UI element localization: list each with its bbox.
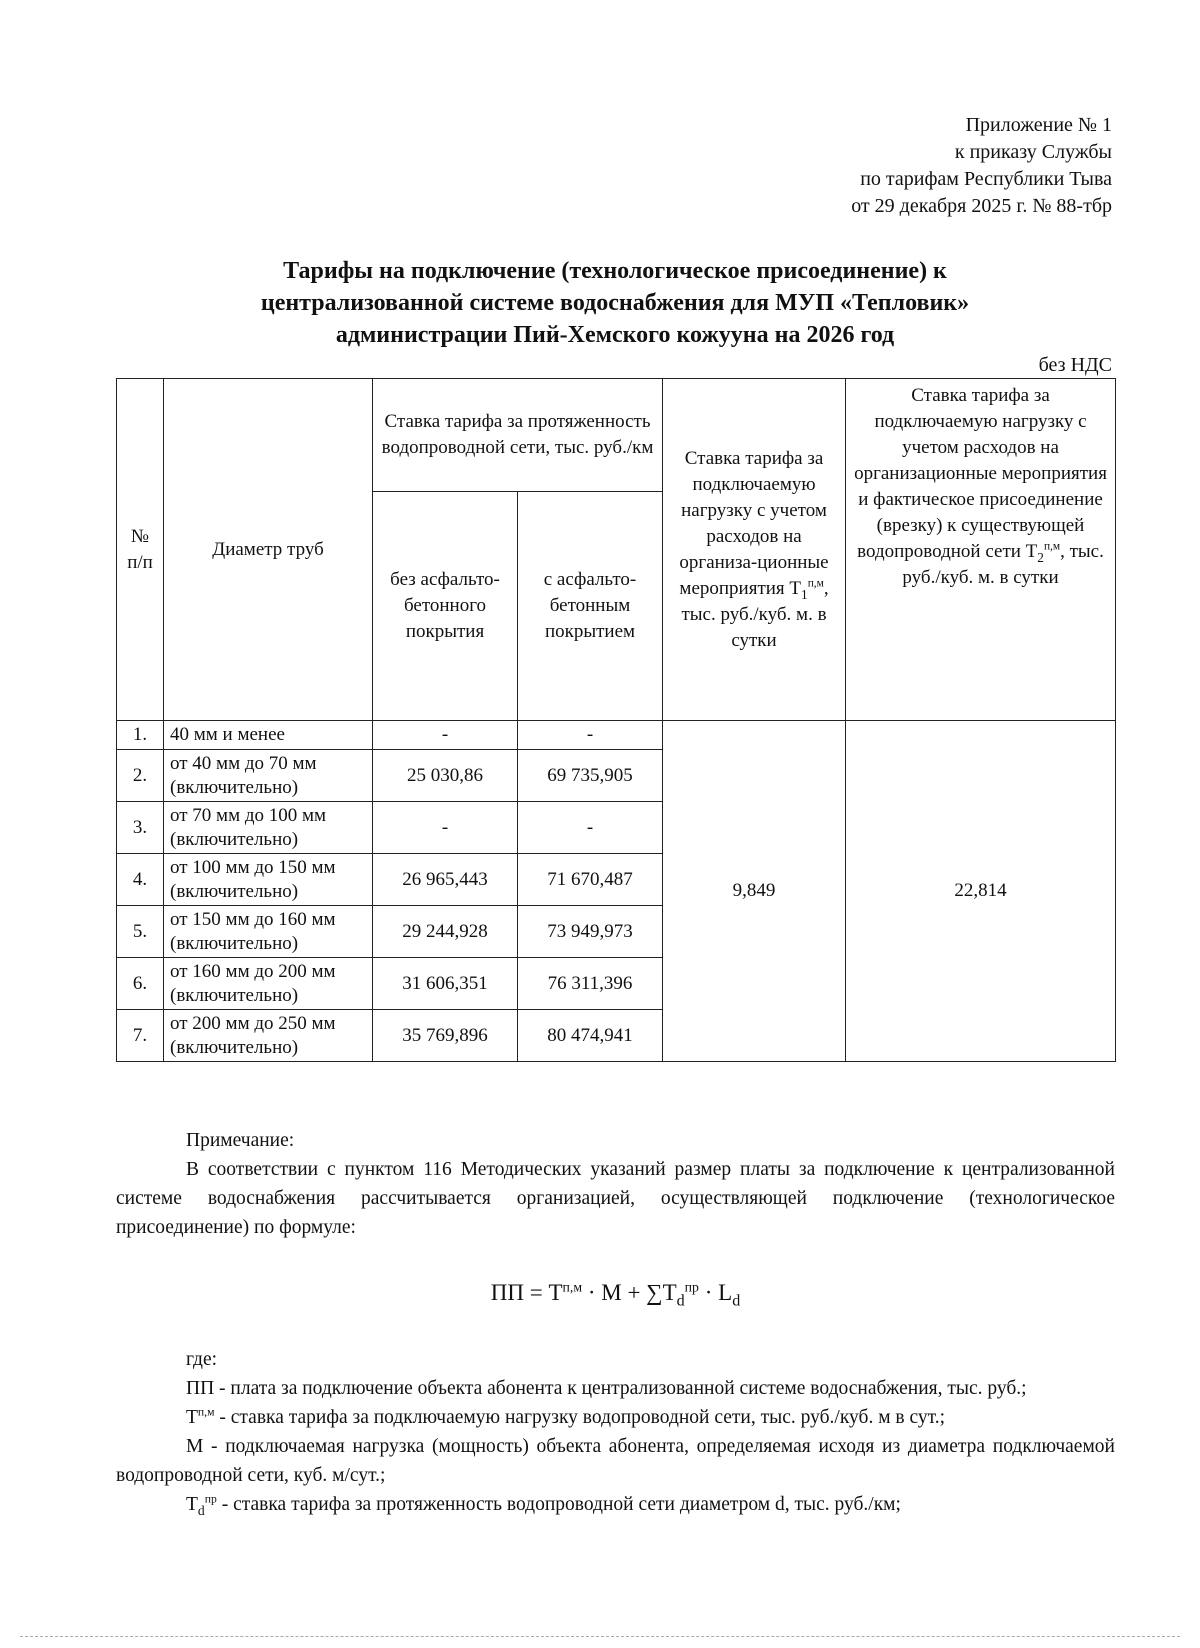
definition-t: $Т^{п,м}$ - ставка тарифа за подключаемую нагрузку водопроводной сети, тыс. руб./куб. м в сут.; [186,1405,945,1428]
row-num: 4. [117,854,164,906]
row-without-asphalt: 29 244,928 [373,906,518,958]
appendix-line-3: по тарифам Республики Тыва [860,168,1112,190]
appendix-line-2: к приказу Службы [954,141,1112,163]
row-num: 2. [117,750,164,802]
note-section [116,1126,1115,1519]
row-diameter: от 160 мм до 200 мм (включительно) [164,958,373,1010]
header-length-rate: Ставка тарифа за протяженность водопроводной сети, тыс. руб./км [373,379,663,492]
row-num: 3. [117,802,164,854]
row-diameter: от 200 мм до 250 мм (включительно) [164,1010,373,1062]
row-with-asphalt: - [518,721,663,750]
vat-note: без НДС [1038,354,1112,376]
t2-value: 22,814 [846,721,1116,1062]
row-without-asphalt: - [373,721,518,750]
title-line-1: Тарифы на подключение (технологическое присоединение) к [283,258,947,284]
header-with-asphalt: с асфальто-бетонным покрытием [518,492,663,721]
definition-m: М - подключаемая нагрузка (мощность) объекта абонента, определяемая исходя из диаметра подключаемой водопроводной сети, куб. м/сут.; [116,1436,1115,1486]
document-title [150,255,1080,351]
row-with-asphalt: 73 949,973 [518,906,663,958]
appendix-line-4: от 29 декабря 2025 г. № 88-тбр [851,195,1112,217]
row-without-asphalt: 31 606,351 [373,958,518,1010]
table-row [117,721,1116,750]
row-with-asphalt: 80 474,941 [518,1010,663,1062]
row-diameter: от 100 мм до 150 мм (включительно) [164,854,373,906]
note-heading: Примечание: [186,1130,295,1151]
appendix-header [851,112,1112,220]
row-with-asphalt: - [518,802,663,854]
title-line-2: централизованной системе водоснабжения для МУП «Тепловик» [260,290,970,316]
header-load-rate-t1: Ставка тарифа за подключаемую нагрузку с учетом расходов на организа-ционные мероприятия $Т_1^{п,м}$, тыс. руб./куб. м. в сутки [663,379,846,721]
row-with-asphalt: 76 311,396 [518,958,663,1010]
page-bottom-divider [20,1636,1180,1637]
row-without-asphalt: - [373,802,518,854]
row-diameter: от 150 мм до 160 мм (включительно) [164,906,373,958]
where-label: где: [186,1349,218,1370]
row-num: 5. [117,906,164,958]
header-diameter: Диаметр труб [164,379,373,721]
row-without-asphalt: 35 769,896 [373,1010,518,1062]
definition-td: $Т_d^{пр}$ - ставка тарифа за протяженность водопроводной сети диаметром d, тыс. руб./км; [186,1492,901,1518]
row-diameter: 40 мм и менее [164,721,373,750]
appendix-line-1: Приложение № 1 [965,114,1112,136]
row-with-asphalt: 71 670,487 [518,854,663,906]
header-num: № п/п [117,379,164,721]
row-with-asphalt: 69 735,905 [518,750,663,802]
note-paragraph: В соответствии с пунктом 116 Методических указаний размер платы за подключение к централизованной системе водоснабжения рассчитывается организацией, осуществляющей подключение (технологическое присоединение) по формуле: [116,1159,1115,1238]
row-num: 7. [117,1010,164,1062]
header-load-rate-t2: Ставка тарифа за подключаемую нагрузку с учетом расходов на организационные мероприятия и фактическое присоединение (врезку) к существующей водопроводной сети $Т_2^{п,м}$, тыс. руб./куб. м. в сутки [846,379,1116,721]
title-line-3: администрации Пий-Хемского кожууна на 2026 год [335,322,895,348]
payment-formula: ПП = $Т^{п,м} \cdot М + \sum Т_d^{пр} \cdot L_d$ [490,1279,741,1310]
row-without-asphalt: 26 965,443 [373,854,518,906]
t1-value: 9,849 [663,721,846,1062]
header-without-asphalt: без асфальто-бетонного покрытия [373,492,518,721]
row-num: 6. [117,958,164,1010]
row-num: 1. [117,721,164,750]
row-without-asphalt: 25 030,86 [373,750,518,802]
row-diameter: от 40 мм до 70 мм (включительно) [164,750,373,802]
row-diameter: от 70 мм до 100 мм (включительно) [164,802,373,854]
tariff-table [116,378,1116,1062]
definition-pp: ПП - плата за подключение объекта абонента к централизованной системе водоснабжения, тыс. руб.; [186,1378,1027,1399]
